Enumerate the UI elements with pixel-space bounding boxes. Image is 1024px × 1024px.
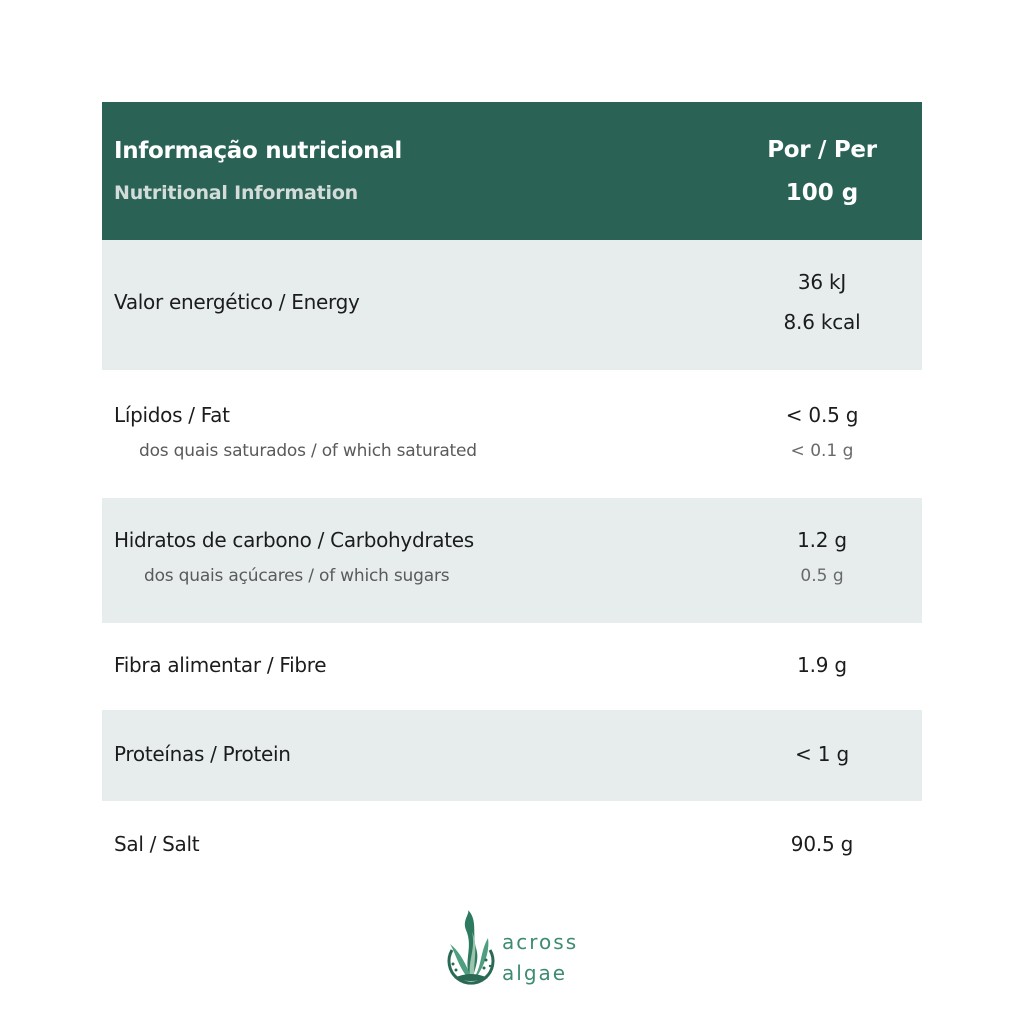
nutrition-table bbox=[102, 102, 922, 890]
row-label: Fibra alimentar / Fibre bbox=[114, 653, 327, 677]
brand-logo bbox=[444, 908, 594, 992]
header-title-en: Nutritional Information bbox=[114, 182, 358, 204]
brand-name-line1: across bbox=[502, 930, 579, 954]
row-value-kj: 36 kJ bbox=[797, 270, 847, 294]
header-per-quantity: 100 g bbox=[785, 180, 859, 206]
row-value-kcal: 8.6 kcal bbox=[783, 310, 861, 334]
table-row-protein bbox=[102, 710, 922, 801]
table-row-energy bbox=[102, 240, 922, 370]
table-row-salt bbox=[102, 801, 922, 890]
table-row-fibre bbox=[102, 623, 922, 710]
row-sub-label: dos quais açúcares / of which sugars bbox=[144, 566, 450, 586]
row-sub-value: < 0.1 g bbox=[790, 441, 854, 461]
row-sub-value: 0.5 g bbox=[800, 566, 844, 586]
seaweed-logo-icon bbox=[444, 908, 498, 992]
table-row-carbohydrates bbox=[102, 498, 922, 623]
header-title-pt: Informação nutricional bbox=[114, 138, 402, 164]
row-label: Lípidos / Fat bbox=[114, 403, 230, 427]
row-value: < 1 g bbox=[795, 742, 849, 766]
header-per-label: Por / Per bbox=[767, 137, 877, 163]
row-label: Proteínas / Protein bbox=[114, 742, 291, 766]
row-value: < 0.5 g bbox=[785, 403, 859, 427]
table-row-fat bbox=[102, 370, 922, 498]
row-label: Sal / Salt bbox=[114, 832, 200, 856]
brand-name-line2: algae bbox=[502, 961, 568, 985]
row-label: Valor energético / Energy bbox=[114, 290, 360, 314]
row-value: 90.5 g bbox=[790, 832, 854, 856]
row-sub-label: dos quais saturados / of which saturated bbox=[139, 441, 477, 461]
row-value: 1.2 g bbox=[797, 528, 847, 552]
table-header bbox=[102, 102, 922, 240]
row-value: 1.9 g bbox=[797, 653, 847, 677]
row-label: Hidratos de carbono / Carbohydrates bbox=[114, 528, 474, 552]
